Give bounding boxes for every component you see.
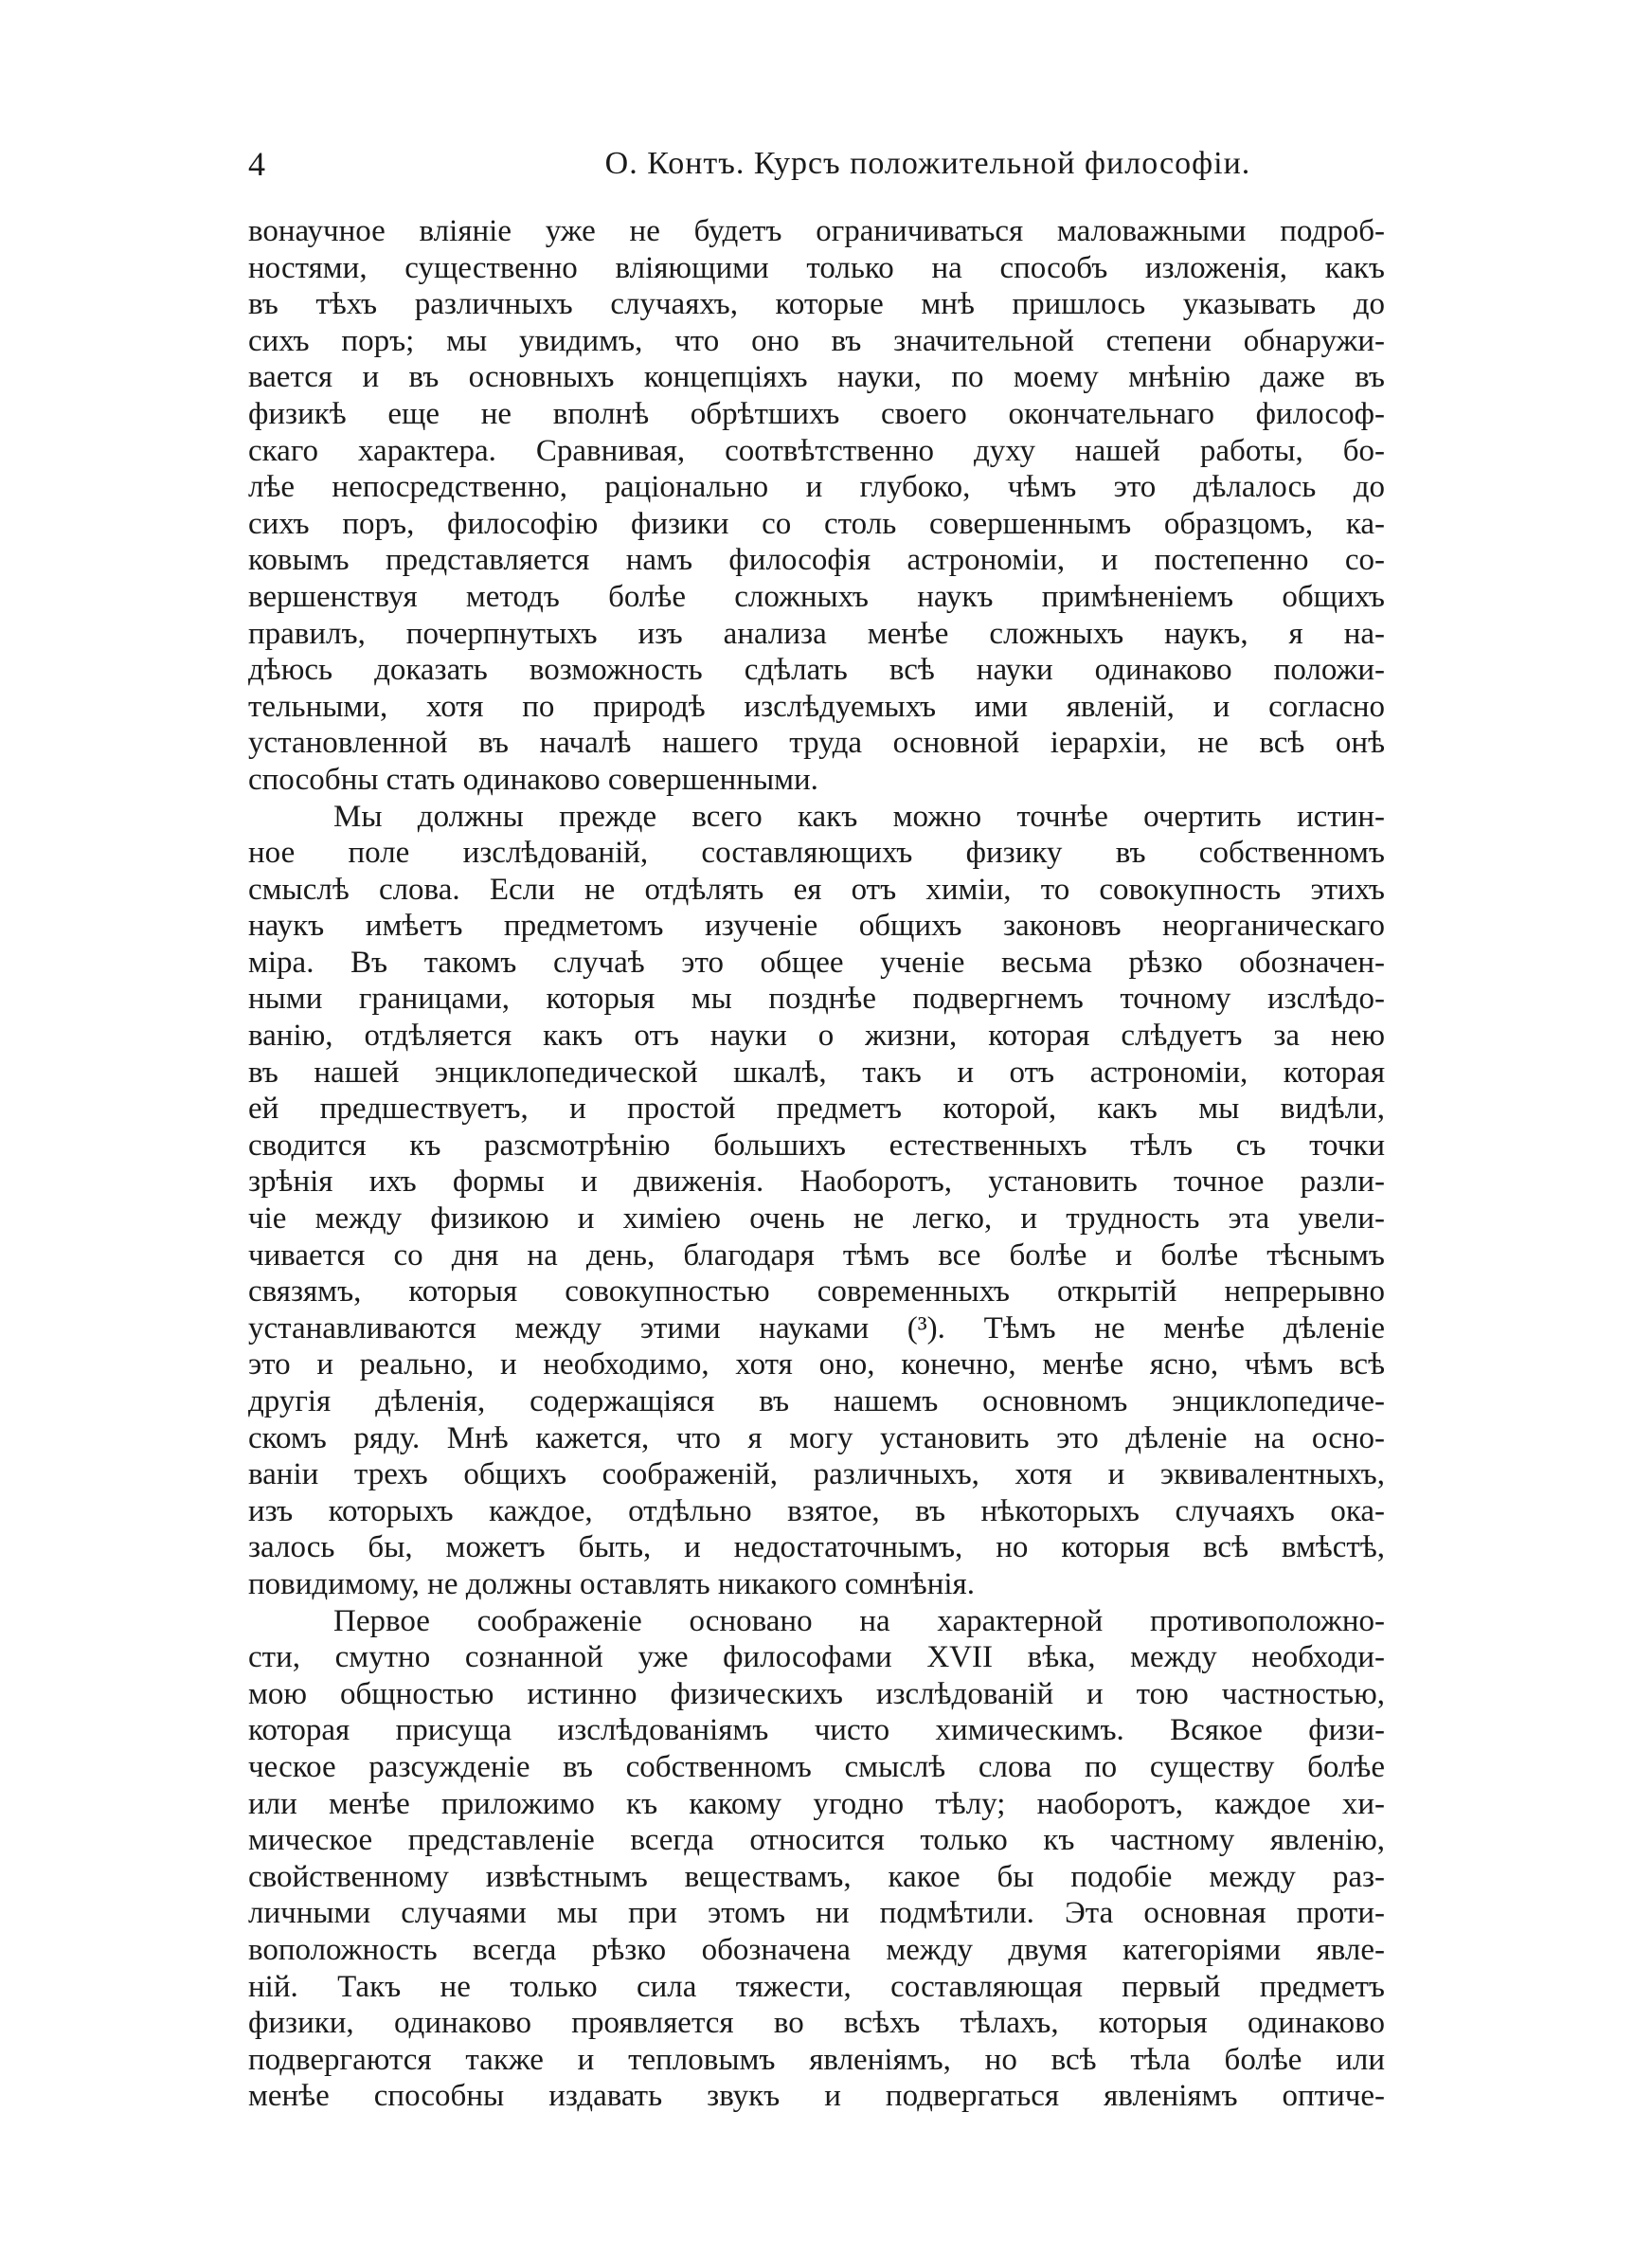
running-title: О. Контъ. Курсъ положительной философіи.	[604, 146, 1251, 181]
page-number: 4	[248, 145, 265, 183]
text-line: изъ которыхъ каждое, отдѣльно взятое, въ нѣкоторыхъ случаяхъ ока-	[248, 1493, 1385, 1528]
text-line: или менѣе приложимо къ какому угодно тѣлу; наоборотъ, каждое хи-	[248, 1786, 1385, 1821]
text-line: вершенствуя методъ болѣе сложныхъ наукъ примѣненіемъ общихъ	[248, 579, 1385, 614]
text-line: мою общностью истинно физическихъ изслѣдованій и тою частностью,	[248, 1676, 1385, 1711]
text-line: ностями, существенно вліяющими только на способъ изложенія, какъ	[248, 250, 1385, 285]
text-line: чіе между физикою и химіею очень не легко, и трудность эта увели-	[248, 1201, 1385, 1237]
text-line: сводится къ разсмотрѣнію большихъ естественныхъ тѣлъ съ точки	[248, 1128, 1385, 1163]
text-line: физикѣ еще не вполнѣ обрѣтшихъ своего окончательнаго философ-	[248, 396, 1385, 431]
text-line: тельными, хотя по природѣ изслѣдуемыхъ ими явленій, и согласно	[248, 689, 1385, 724]
text-line: въ нашей энциклопедической шкалѣ, такъ и отъ астрономіи, которая	[248, 1055, 1385, 1090]
text-line: способны стать одинаково совершенными.	[248, 762, 818, 797]
text-line: лѣе непосредственно, раціонально и глубоко, чѣмъ это дѣлалось до	[248, 470, 1385, 505]
paragraph-2	[248, 799, 1385, 1603]
text-line: скомъ ряду. Мнѣ кажется, что я могу установить это дѣленіе на осно-	[248, 1420, 1385, 1455]
paragraph-1	[248, 213, 1385, 799]
text-line: повидимому, не должны оставлять никакого сомнѣнія.	[248, 1566, 975, 1601]
text-line: чивается со дня на день, благодаря тѣмъ все болѣе и болѣе тѣснымъ	[248, 1237, 1385, 1273]
text-body	[248, 213, 1385, 2115]
text-line: связямъ, которыя совокупностью современныхъ открытій непрерывно	[248, 1274, 1385, 1309]
text-line: зрѣнія ихъ формы и движенія. Наоборотъ, установить точное разли-	[248, 1165, 1385, 1200]
text-line: подвергаются также и тепловымъ явленіямъ, но всѣ тѣла болѣе или	[248, 2042, 1385, 2077]
text-line: ванію, отдѣляется какъ отъ науки о жизни, которая слѣдуетъ за нею	[248, 1019, 1385, 1054]
text-line: физики, одинаково проявляется во всѣхъ тѣлахъ, которыя одинаково	[248, 2006, 1385, 2041]
text-line: ваніи трехъ общихъ соображеній, различныхъ, хотя и эквивалентныхъ,	[248, 1457, 1385, 1492]
text-line: сти, смутно сознанной уже философами XVII вѣка, между необходи-	[248, 1640, 1385, 1675]
text-line: Первое соображеніе основано на характерной противоположно-	[333, 1603, 1385, 1638]
text-line: ній. Такъ не только сила тяжести, составляющая первый предметъ	[248, 1969, 1385, 2004]
running-head	[248, 140, 1399, 188]
text-line: вается и въ основныхъ концепціяхъ науки, по моему мнѣнію даже въ	[248, 360, 1385, 395]
text-line: вонаучное вліяніе уже не будетъ ограничиваться маловажными подроб-	[248, 214, 1385, 248]
text-line: ческое разсужденіе въ собственномъ смыслѣ слова по существу болѣе	[248, 1749, 1385, 1784]
text-line: ковымъ представляется намъ философія астрономіи, и постепенно со-	[248, 543, 1385, 578]
text-line: сихъ поръ; мы увидимъ, что оно въ значительной степени обнаружи-	[248, 323, 1385, 358]
text-line: установленной въ началѣ нашего труда основной іерархіи, не всѣ онѣ	[248, 726, 1385, 761]
text-line: это и реально, и необходимо, хотя оно, конечно, менѣе ясно, чѣмъ всѣ	[248, 1347, 1385, 1382]
text-line: правилъ, почерпнутыхъ изъ анализа менѣе сложныхъ наукъ, я на-	[248, 616, 1385, 651]
text-line: которая присуща изслѣдованіямъ чисто химическимъ. Всякое физи-	[248, 1713, 1385, 1748]
text-line: ей предшествуетъ, и простой предметъ которой, какъ мы видѣли,	[248, 1092, 1385, 1127]
text-line: мическое представленіе всегда относится только къ частному явленію,	[248, 1823, 1385, 1858]
text-line: устанавливаются между этими науками (³). Тѣмъ не менѣе дѣленіе	[248, 1310, 1385, 1345]
text-line: міра. Въ такомъ случаѣ это общее ученіе весьма рѣзко обозначен-	[248, 945, 1385, 980]
text-line: въ тѣхъ различныхъ случаяхъ, которые мнѣ пришлось указывать до	[248, 287, 1385, 322]
text-line: сихъ поръ, философію физики со столь совершеннымъ образцомъ, ка-	[248, 506, 1385, 541]
text-line: наукъ имѣетъ предметомъ изученіе общихъ законовъ неорганическаго	[248, 909, 1385, 944]
text-line: свойственному извѣстнымъ веществамъ, какое бы подобіе между раз-	[248, 1859, 1385, 1894]
text-line: скаго характера. Сравнивая, соотвѣтственно духу нашей работы, бо-	[248, 433, 1385, 468]
text-line: ными границами, которыя мы позднѣе подвергнемъ точному изслѣдо-	[248, 982, 1385, 1017]
text-line: личными случаями мы при этомъ ни подмѣтили. Эта основная проти-	[248, 1896, 1385, 1931]
text-line: воположность всегда рѣзко обозначена между двумя категоріями явле-	[248, 1932, 1385, 1967]
text-line: другія дѣленія, содержащіяся въ нашемъ основномъ энциклопедиче-	[248, 1384, 1385, 1418]
paragraph-3	[248, 1603, 1385, 2115]
text-line: ное поле изслѣдованій, составляющихъ физику въ собственномъ	[248, 836, 1385, 871]
text-line: дѣюсь доказать возможность сдѣлать всѣ науки одинаково положи-	[248, 653, 1385, 688]
text-line: менѣе способны издавать звукъ и подвергаться явленіямъ оптиче-	[248, 2079, 1385, 2114]
text-line: смыслѣ слова. Если не отдѣлять ея отъ химіи, то совокупность этихъ	[248, 872, 1385, 907]
text-line: залось бы, можетъ быть, и недостаточнымъ, но которыя всѣ вмѣстѣ,	[248, 1530, 1385, 1565]
text-line: Мы должны прежде всего какъ можно точнѣе очертить истин-	[333, 799, 1385, 834]
